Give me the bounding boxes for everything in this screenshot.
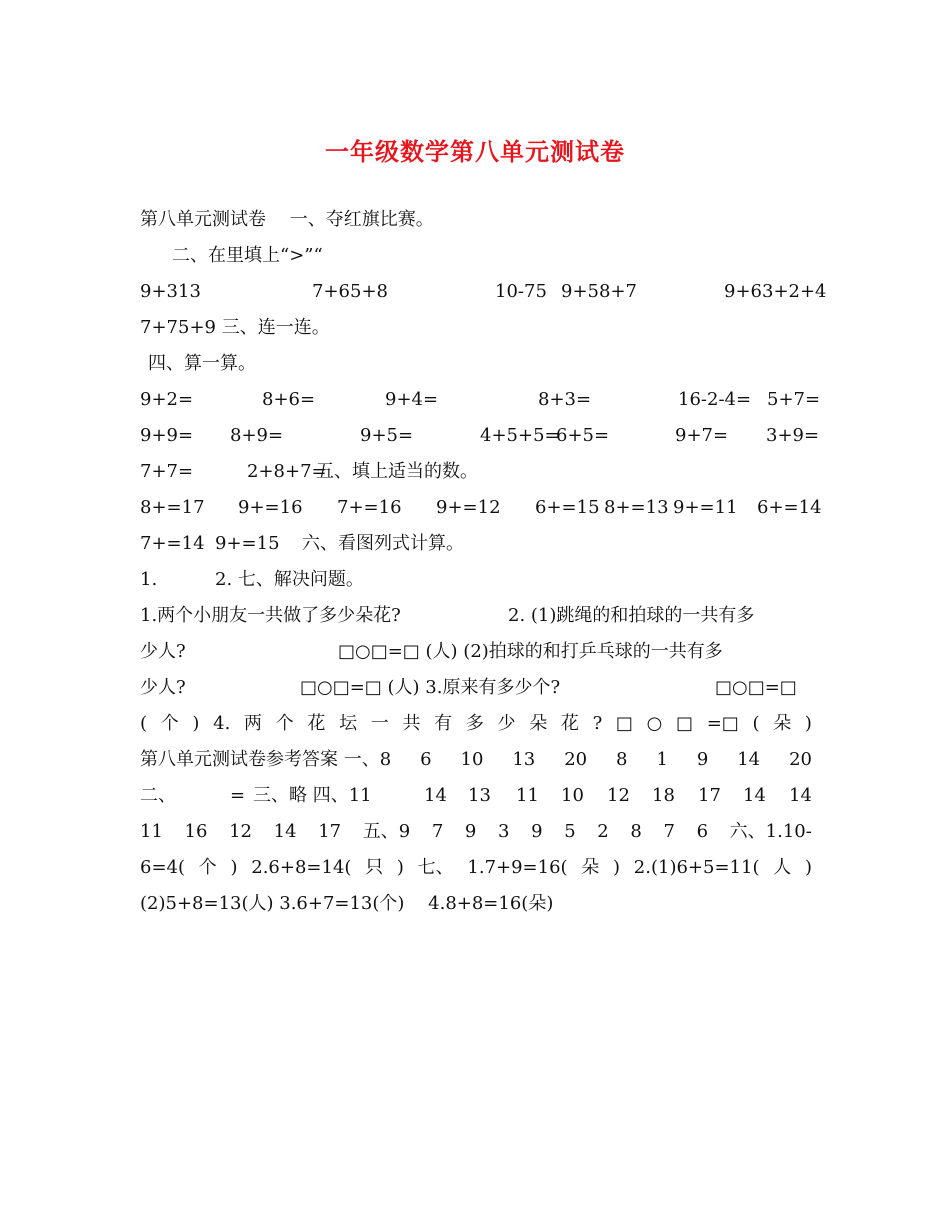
page-title: 一年级数学第八单元测试卷 — [325, 138, 625, 166]
fill-item: 9+=12 — [436, 497, 501, 518]
answer-line — [140, 856, 812, 880]
answer-text: 二、 — [140, 785, 176, 806]
answer-text: 20 — [564, 749, 588, 770]
calc-item: 9+4= — [385, 389, 439, 410]
compare-item: 9+58+7 — [561, 281, 637, 302]
answer-text: 14 — [737, 749, 761, 770]
fill-item: 8+=13 — [604, 497, 669, 518]
text-char: =□ — [706, 713, 739, 734]
fill-item: 9+=11 — [673, 497, 738, 518]
text-char: 有 — [434, 713, 453, 734]
answer-text: 8 — [616, 749, 628, 770]
answer-text: 6=4( — [140, 857, 186, 878]
text-char: 少 — [497, 713, 516, 734]
answer-text: 三、略 四、11 — [253, 785, 372, 806]
calc-item: 4+5+5= — [480, 425, 560, 446]
answer-text: 5 — [564, 821, 576, 842]
heading-line: 第八单元测试卷 一、夺红旗比赛。 — [140, 209, 434, 230]
answer-text: 6 — [696, 821, 709, 842]
answer-line — [140, 748, 812, 772]
compare-item: 10-75 — [495, 281, 547, 302]
text-char: 花 — [307, 713, 326, 734]
problem-text: 少人? — [140, 677, 186, 698]
fill-item: 6+=15 — [535, 497, 600, 518]
problem-text: □○□=□ (人) (2)拍球的和打乒乓球的一共有多 — [338, 641, 723, 662]
compare-item: 9+313 — [140, 281, 201, 302]
text-char: 朵 — [529, 713, 548, 734]
answer-text: 11 — [140, 821, 163, 842]
answer-text: 第八单元测试卷参考答案 一、8 — [140, 749, 392, 770]
text-char: ○ — [646, 713, 663, 734]
answer-text: 人 — [773, 857, 792, 878]
text-char: ) — [804, 713, 812, 734]
answer-text: 1 — [656, 749, 668, 770]
answer-text: 2 — [597, 821, 609, 842]
answer-text: 2.(1)6+5=11( — [633, 857, 760, 878]
answer-text: 14 — [743, 785, 766, 806]
answer-text: 11 — [516, 785, 539, 806]
answer-text: 朵 — [581, 857, 600, 878]
fill-item: 9+=16 — [238, 497, 303, 518]
answer-text: 2.6+8=14( — [251, 857, 352, 878]
calc-item: 9+9= — [140, 425, 194, 446]
calc-item: 6+5= — [556, 425, 610, 446]
answer-text: 20 — [789, 749, 812, 770]
answer-text: 7 — [663, 821, 675, 842]
answer-text: 14 — [273, 821, 297, 842]
text-char: ( — [752, 713, 760, 734]
answer-text: 10 — [460, 749, 484, 770]
answer-text: 五、9 — [362, 821, 411, 842]
problem-text: □○□=□ (人) 3.原来有多少个? — [300, 677, 561, 698]
text-char: 个 — [160, 713, 179, 734]
text-char: 多 — [465, 713, 484, 734]
text-char: ( — [140, 713, 148, 734]
answer-text: = — [230, 785, 246, 806]
answer-text: 只 — [365, 857, 384, 878]
answer-text: 6 — [420, 749, 432, 770]
answer-text: 七、 — [417, 857, 454, 878]
calc-item: 16-2-4= — [678, 389, 752, 410]
calc-item: 7+7= — [140, 461, 194, 482]
compare-item: 9+63+2+4 — [724, 281, 827, 302]
answer-text: ) — [613, 857, 621, 878]
text-char: 4. — [213, 713, 231, 734]
fill-item: 7+=16 — [337, 497, 402, 518]
answer-text: 12 — [607, 785, 630, 806]
answer-text: 9 — [464, 821, 477, 842]
fill-item: 9+=15 — [215, 533, 280, 554]
fill-item: 7+=14 — [140, 533, 205, 554]
answer-line — [140, 820, 812, 844]
answer-text: 8 — [630, 821, 642, 842]
section-four-heading: 四、算一算。 — [148, 353, 256, 374]
section-seven-heading: 2. 七、解决问题。 — [215, 569, 364, 590]
problem-line-justified — [140, 712, 812, 736]
calc-item: 9+7= — [675, 425, 729, 446]
answer-text: 7 — [431, 821, 444, 842]
answer-text: ) — [804, 857, 812, 878]
answer-text: 六、1.10- — [729, 821, 812, 842]
text-char: □ — [615, 713, 633, 734]
answer-text: ) — [396, 857, 404, 878]
text-char: 一 — [370, 713, 389, 734]
text-char: 两 — [244, 713, 262, 734]
answer-text: 个 — [198, 857, 217, 878]
calc-item: 9+5= — [360, 425, 414, 446]
calc-item: 9+2= — [140, 389, 194, 410]
text-char: 朵 — [773, 713, 792, 734]
text-char: 花 — [560, 713, 579, 734]
text-char: ? — [592, 713, 603, 734]
problem-text: 2. (1)跳绳的和拍球的一共有多 — [508, 605, 755, 626]
problem-text: 少人? — [140, 641, 186, 662]
answer-text: ) — [230, 857, 238, 878]
answer-text: 16 — [184, 821, 208, 842]
section-five-heading: 五、填上适当的数。 — [316, 461, 478, 482]
section-two-heading: 二、在里填上“>”“ — [172, 245, 323, 266]
answer-text: 18 — [652, 785, 675, 806]
text-char: 坛 — [339, 713, 358, 734]
answer-text: 17 — [318, 821, 342, 842]
answer-text: 14 — [789, 785, 812, 806]
calc-item: 8+3= — [538, 389, 592, 410]
answer-text: 12 — [229, 821, 252, 842]
text-char: 共 — [402, 713, 421, 734]
compare-item: 7+65+8 — [312, 281, 388, 302]
calc-item: 2+8+7= — [247, 461, 327, 482]
answer-line: (2)5+8=13(人) 3.6+7=13(个) 4.8+8=16(朵) — [140, 893, 554, 914]
answer-text: 1.7+9=16( — [467, 857, 568, 878]
answer-text: 9 — [696, 749, 709, 770]
problem-text: 1.两个小朋友一共做了多少朵花? — [140, 605, 401, 626]
fill-item: 8+=17 — [140, 497, 205, 518]
answer-text: 17 — [698, 785, 721, 806]
calc-item: 5+7= — [767, 389, 821, 410]
text-char: 个 — [275, 713, 294, 734]
calc-item: 3+9= — [766, 425, 820, 446]
calc-item: 8+6= — [262, 389, 316, 410]
answer-text: 10 — [561, 785, 584, 806]
text-line: 7+75+9 三、连一连。 — [140, 317, 330, 338]
answer-text: 13 — [512, 749, 536, 770]
item-number: 1. — [140, 569, 158, 590]
section-six-heading: 六、看图列式计算。 — [302, 533, 464, 554]
calc-item: 8+9= — [230, 425, 284, 446]
answer-text: 14 — [424, 785, 447, 806]
text-char: □ — [676, 713, 694, 734]
answer-text: 3 — [498, 821, 510, 842]
fill-item: 6+=14 — [757, 497, 822, 518]
text-char: ) — [192, 713, 200, 734]
problem-text: □○□=□ — [715, 677, 797, 698]
answer-text: 9 — [531, 821, 543, 842]
answer-text: 13 — [468, 785, 491, 806]
